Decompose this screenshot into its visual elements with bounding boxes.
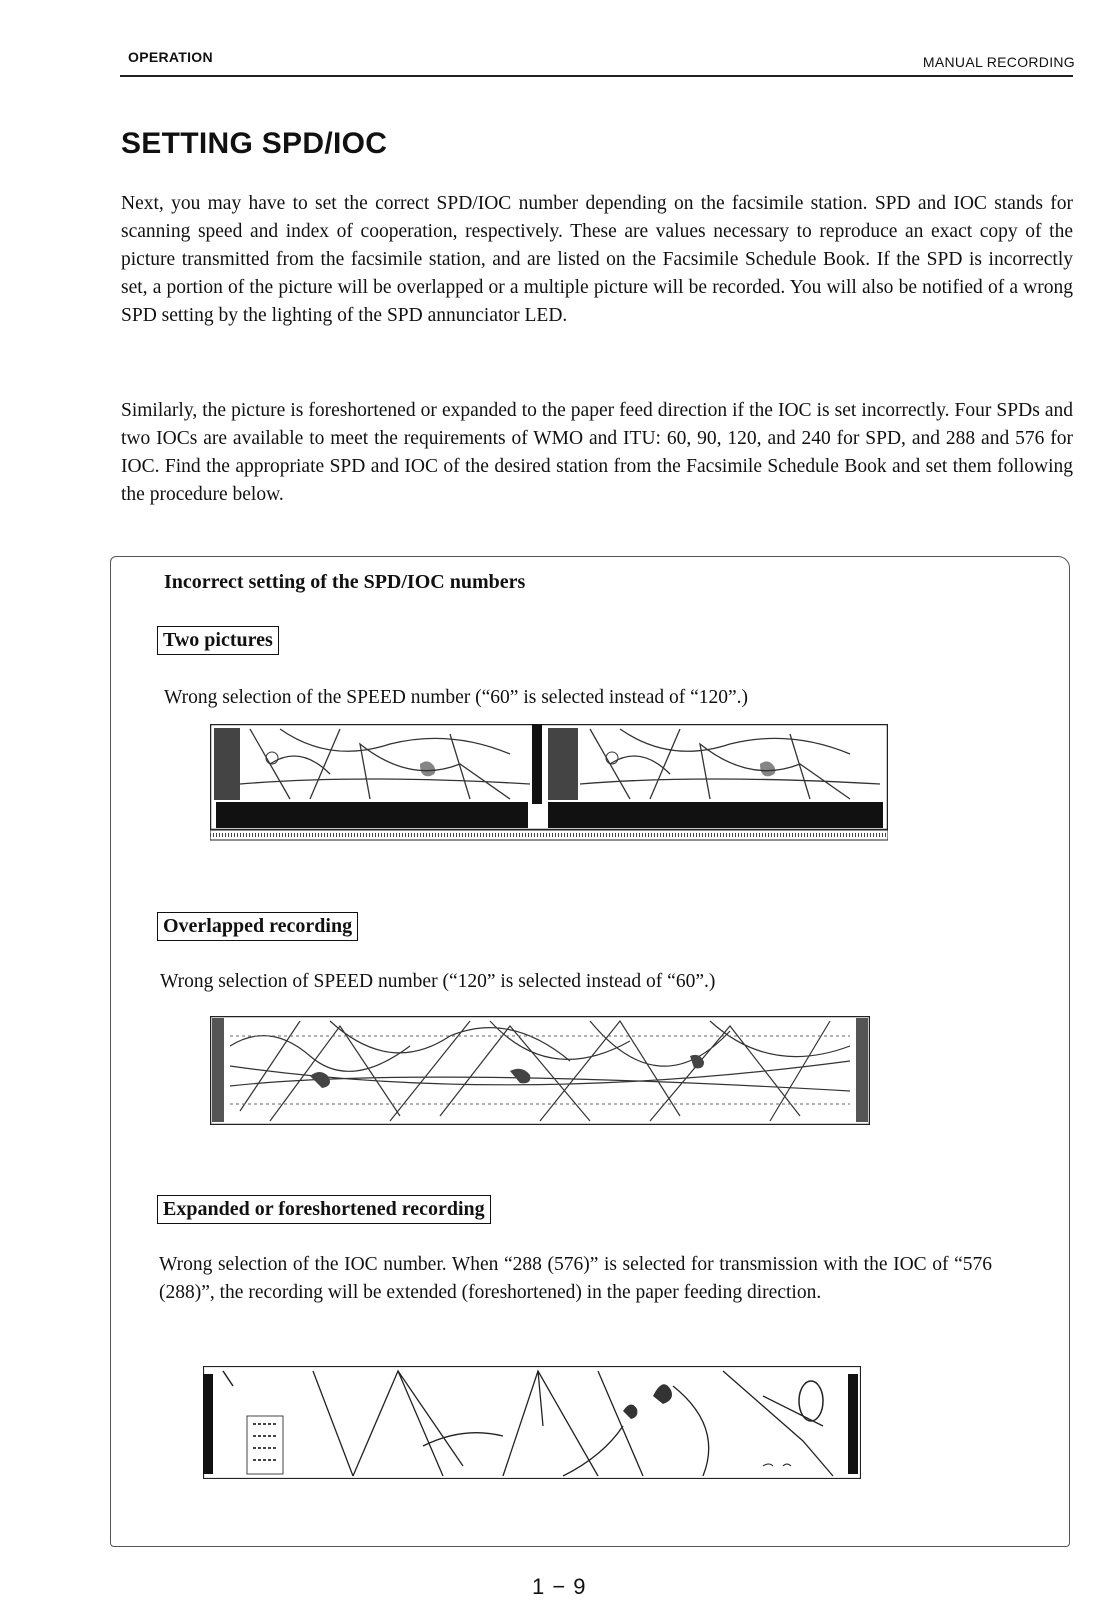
section-description-expanded-foreshortened: Wrong selection of the IOC number. When “288 (576)” is selected for transmission with the IOC of “576 (288)”, the recording will be extended (foreshortened) in the paper feeding direction.: [159, 1254, 992, 1303]
overlapped-recording-chart-image: [210, 1016, 870, 1125]
section-description-two-pictures: Wrong selection of the SPEED number (“60” is selected instead of “120”.): [164, 687, 749, 708]
header-section: OPERATION: [128, 49, 213, 65]
two-pictures-chart-image: [210, 724, 888, 846]
section-label-two-pictures: Two pictures: [157, 626, 279, 655]
header-rule: [120, 75, 1073, 77]
intro-paragraph: Next, you may have to set the correct SPD/IOC number depending on the facsimile station. SPD and IOC stands for scanning speed and index of cooperation, respectively. These are values necessary to reproduce an exact copy of the picture transmitted from the facsimile station, and are listed on the Facsimile Schedule Book. If the SPD is incorrectly set, a portion of the picture will be overlapped or a multiple picture will be recorded. You will also be notified of a wrong SPD setting by the lighting of the SPD annunciator LED.: [121, 193, 1073, 326]
section-description-overlapped-recording: Wrong selection of SPEED number (“120” is selected instead of “60”.): [160, 971, 716, 992]
expanded-recording-chart-image: [203, 1366, 861, 1479]
section-label-expanded-foreshortened: Expanded or foreshortened recording: [157, 1195, 491, 1224]
box-title: Incorrect setting of the SPD/IOC numbers: [164, 571, 526, 593]
section-label-overlapped-recording: Overlapped recording: [157, 912, 358, 941]
ioc-paragraph: Similarly, the picture is foreshortened or expanded to the paper feed direction if the IOC is set incorrectly. Four SPDs and two IOCs are available to meet the requirements of WMO and ITU: 60, 90, 120, and 240 for SPD, and 288 and 576 for IOC. Find the appropriate SPD and IOC of the desired station from the Facsimile Schedule Book and set them following the procedure below.: [121, 400, 1073, 505]
page-number: 1 − 9: [532, 1574, 587, 1599]
header-chapter: MANUAL RECORDING: [922, 54, 1075, 70]
page-title: SETTING SPD/IOC: [121, 127, 388, 160]
